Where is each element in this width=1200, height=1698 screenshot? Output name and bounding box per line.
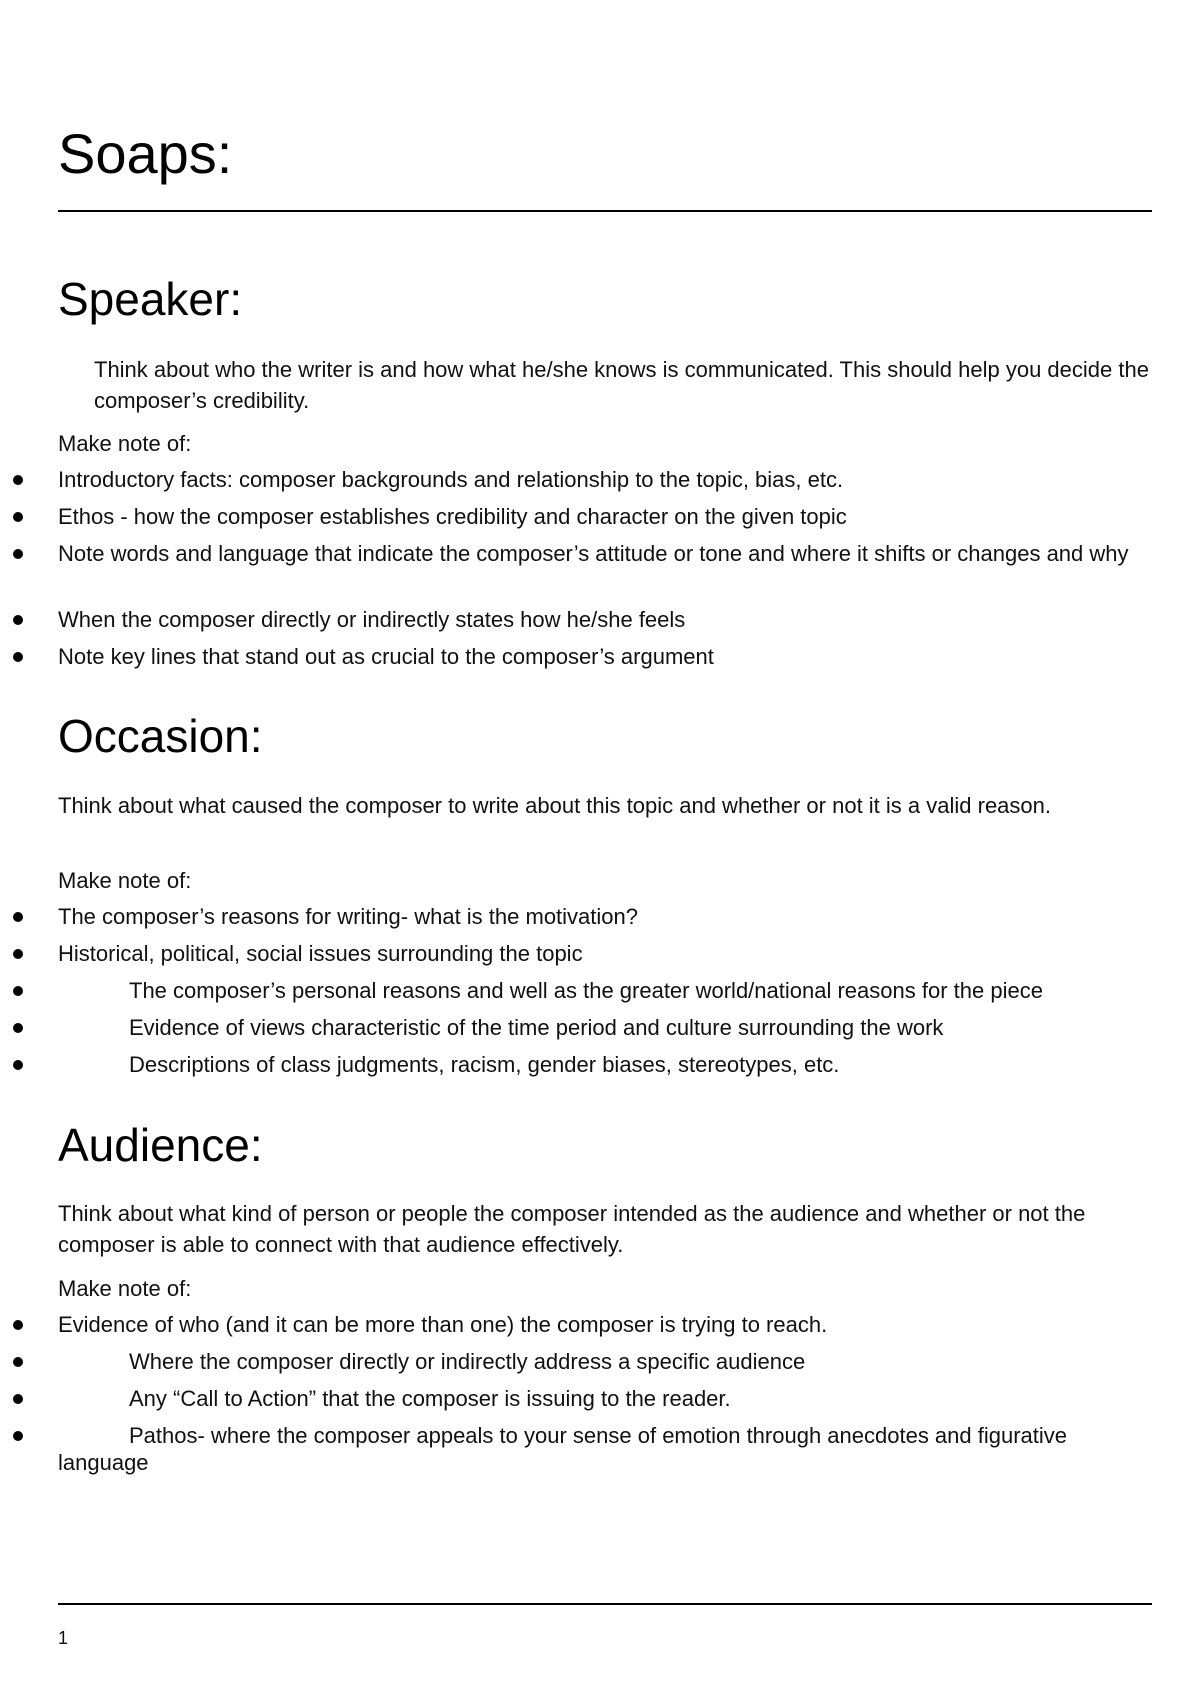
- occasion-heading: Occasion:: [58, 710, 263, 762]
- list-item-text: Ethos - how the composer establishes credibility and character on the given topic: [58, 504, 847, 529]
- list-item-text: Pathos- where the composer appeals to your sense of emotion through anecdotes and figurative language: [58, 1423, 1068, 1475]
- bullet-icon: [13, 549, 23, 559]
- document-title: Soaps:: [58, 122, 233, 185]
- audience-heading: Audience:: [58, 1119, 263, 1171]
- list-item-text: Descriptions of class judgments, racism, gender biases, stereotypes, etc.: [129, 1052, 840, 1077]
- bullet-icon: [13, 949, 23, 959]
- page-number: 1: [58, 1628, 69, 1648]
- speaker-note-label: Make note of:: [58, 431, 192, 456]
- occasion-note-label: Make note of:: [58, 868, 192, 893]
- bullet-icon: [13, 1394, 23, 1404]
- list-item-text: Where the composer directly or indirectly address a specific audience: [129, 1349, 806, 1374]
- bullet-icon: [13, 652, 23, 662]
- list-item-text: Evidence of who (and it can be more than one) the composer is trying to reach.: [58, 1312, 828, 1337]
- list-item-text: Historical, political, social issues surrounding the topic: [58, 941, 583, 966]
- list-item-text: The composer’s reasons for writing- what is the motivation?: [58, 904, 638, 929]
- bullet-icon: [13, 912, 23, 922]
- list-item-text: Note key lines that stand out as crucial to the composer’s argument: [58, 644, 714, 669]
- bullet-icon: [13, 1023, 23, 1033]
- bullet-icon: [13, 512, 23, 522]
- occasion-intro: Think about what caused the composer to write about this topic and whether or not it is a valid reason.: [58, 793, 1051, 818]
- speaker-intro: Think about who the writer is and how what he/she knows is communicated. This should help you decide the composer’s credibility.: [94, 357, 1149, 413]
- audience-note-label: Make note of:: [58, 1276, 192, 1301]
- bullet-icon: [13, 475, 23, 485]
- bullet-icon: [13, 1060, 23, 1070]
- bullet-icon: [13, 1320, 23, 1330]
- bullet-icon: [13, 1431, 23, 1441]
- bullet-icon: [13, 1357, 23, 1367]
- bullet-icon: [13, 986, 23, 996]
- audience-intro: Think about what kind of person or people the composer intended as the audience and whether or not the composer is able to connect with that audience effectively.: [58, 1201, 1086, 1257]
- list-item-text: Note words and language that indicate the composer’s attitude or tone and where it shifts or changes and why: [58, 541, 1129, 566]
- list-item-text: Introductory facts: composer backgrounds and relationship to the topic, bias, etc.: [58, 467, 844, 492]
- list-item-text: When the composer directly or indirectly states how he/she feels: [58, 607, 686, 632]
- list-item-text: Evidence of views characteristic of the time period and culture surrounding the work: [129, 1015, 944, 1040]
- speaker-heading: Speaker:: [58, 273, 243, 325]
- footer-divider: [58, 1603, 1152, 1605]
- list-item-text: Any “Call to Action” that the composer is issuing to the reader.: [129, 1386, 731, 1411]
- title-divider: [58, 210, 1152, 212]
- bullet-icon: [13, 615, 23, 625]
- list-item-text: The composer’s personal reasons and well as the greater world/national reasons for the piece: [129, 978, 1043, 1003]
